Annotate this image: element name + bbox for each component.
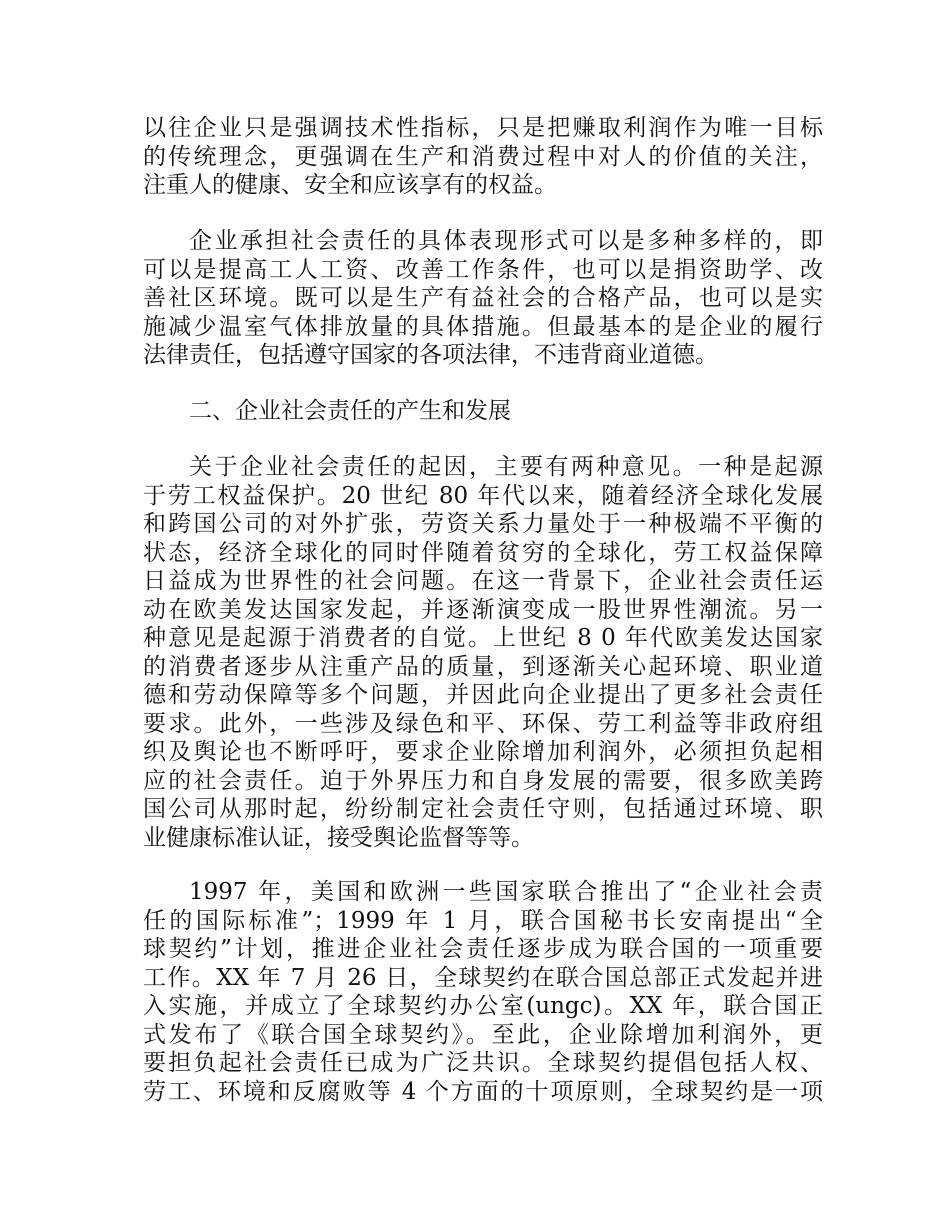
paragraph-line: 应的社会责任。迫于外界压力和自身发展的需要，很多欧美跨 xyxy=(143,767,823,794)
paragraph-line: 以往企业只是强调技术性指标，只是把赚取利润作为唯一目标 xyxy=(143,115,823,141)
paragraph-line: 织及舆论也不断呼吁，要求企业除增加利润外，必须担负起相 xyxy=(143,739,823,765)
section-heading-text: 二、企业社会责任的产生和发展 xyxy=(189,398,511,424)
paragraph-line: 球契约”计划，推进企业社会责任逐步成为联合国的一项重要 xyxy=(143,936,823,962)
paragraph-line: 日益成为世界性的社会问题。在这一背景下，企业社会责任运 xyxy=(143,568,823,594)
section-heading xyxy=(143,397,823,426)
paragraph-line: 可以是提高工人工资、改善工作条件，也可以是捐资助学、改 xyxy=(143,256,823,283)
paragraph-line: 企业承担社会责任的具体表现形式可以是多种多样的，即 xyxy=(189,228,823,254)
paragraph-line: 德和劳动保障等多个问题，并因此向企业提出了更多社会责任 xyxy=(143,682,823,708)
paragraph-4 xyxy=(143,878,823,1106)
paragraph-line: 和跨国公司的对外扩张，劳资关系力量处于一种极端不平衡的 xyxy=(143,511,823,537)
paragraph-line: 劳工、环境和反腐败等 4 个方面的十项原则，全球契约是一项 xyxy=(143,1078,823,1105)
paragraph-line: 1997 年，美国和欧洲一些国家联合推出了“企业社会责 xyxy=(189,879,823,905)
paragraph-line: 要求。此外，一些涉及绿色和平、环保、劳工利益等非政府组 xyxy=(143,710,823,737)
paragraph-1 xyxy=(143,114,823,200)
paragraph-2 xyxy=(143,227,823,370)
paragraph-line: 工作。XX 年 7 月 26 日，全球契约在联合国总部正式发起并进 xyxy=(143,964,823,991)
paragraph-line: 要担负起社会责任已成为广泛共识。全球契约提倡包括人权、 xyxy=(143,1050,823,1076)
paragraph-line: 法律责任，包括遵守国家的各项法律，不违背商业道德。 xyxy=(143,342,718,368)
paragraph-line: 于劳工权益保护。20 世纪 80 年代以来，随着经济全球化发展 xyxy=(143,482,823,509)
paragraph-line: 动在欧美发达国家发起，并逐渐演变成一股世界性潮流。另一 xyxy=(143,596,823,623)
paragraph-line: 入实施，并成立了全球契约办公室(ungc)。XX 年，联合国正 xyxy=(143,993,823,1019)
paragraph-line: 业健康标准认证，接受舆论监督等等。 xyxy=(143,824,534,851)
paragraph-line: 种意见是起源于消费者的自觉。上世纪 8 0 年代欧美发达国家 xyxy=(143,625,823,651)
paragraph-line: 善社区环境。既可以是生产有益社会的合格产品，也可以是实 xyxy=(143,285,823,311)
paragraph-line: 的传统理念，更强调在生产和消费过程中对人的价值的关注， xyxy=(143,143,823,170)
paragraph-line: 状态，经济全球化的同时伴随着贫穷的全球化，劳工权益保障 xyxy=(143,539,823,566)
paragraph-line: 式发布了《联合国全球契约》。至此，企业除增加利润外，更 xyxy=(143,1021,823,1048)
paragraph-line: 施减少温室气体排放量的具体措施。但最基本的是企业的履行 xyxy=(143,313,823,340)
paragraph-line: 关于企业社会责任的起因，主要有两种意见。一种是起源 xyxy=(189,454,823,480)
paragraph-line: 国公司从那时起，纷纷制定社会责任守则，包括通过环境、职 xyxy=(143,796,823,822)
paragraph-3 xyxy=(143,453,823,852)
paragraph-line: 注重人的健康、安全和应该享有的权益。 xyxy=(143,172,557,198)
paragraph-line: 的消费者逐步从注重产品的质量，到逐渐关心起环境、职业道 xyxy=(143,653,823,680)
paragraph-line: 任的国际标准”；1999 年 1 月，联合国秘书长安南提出“全 xyxy=(143,907,823,934)
